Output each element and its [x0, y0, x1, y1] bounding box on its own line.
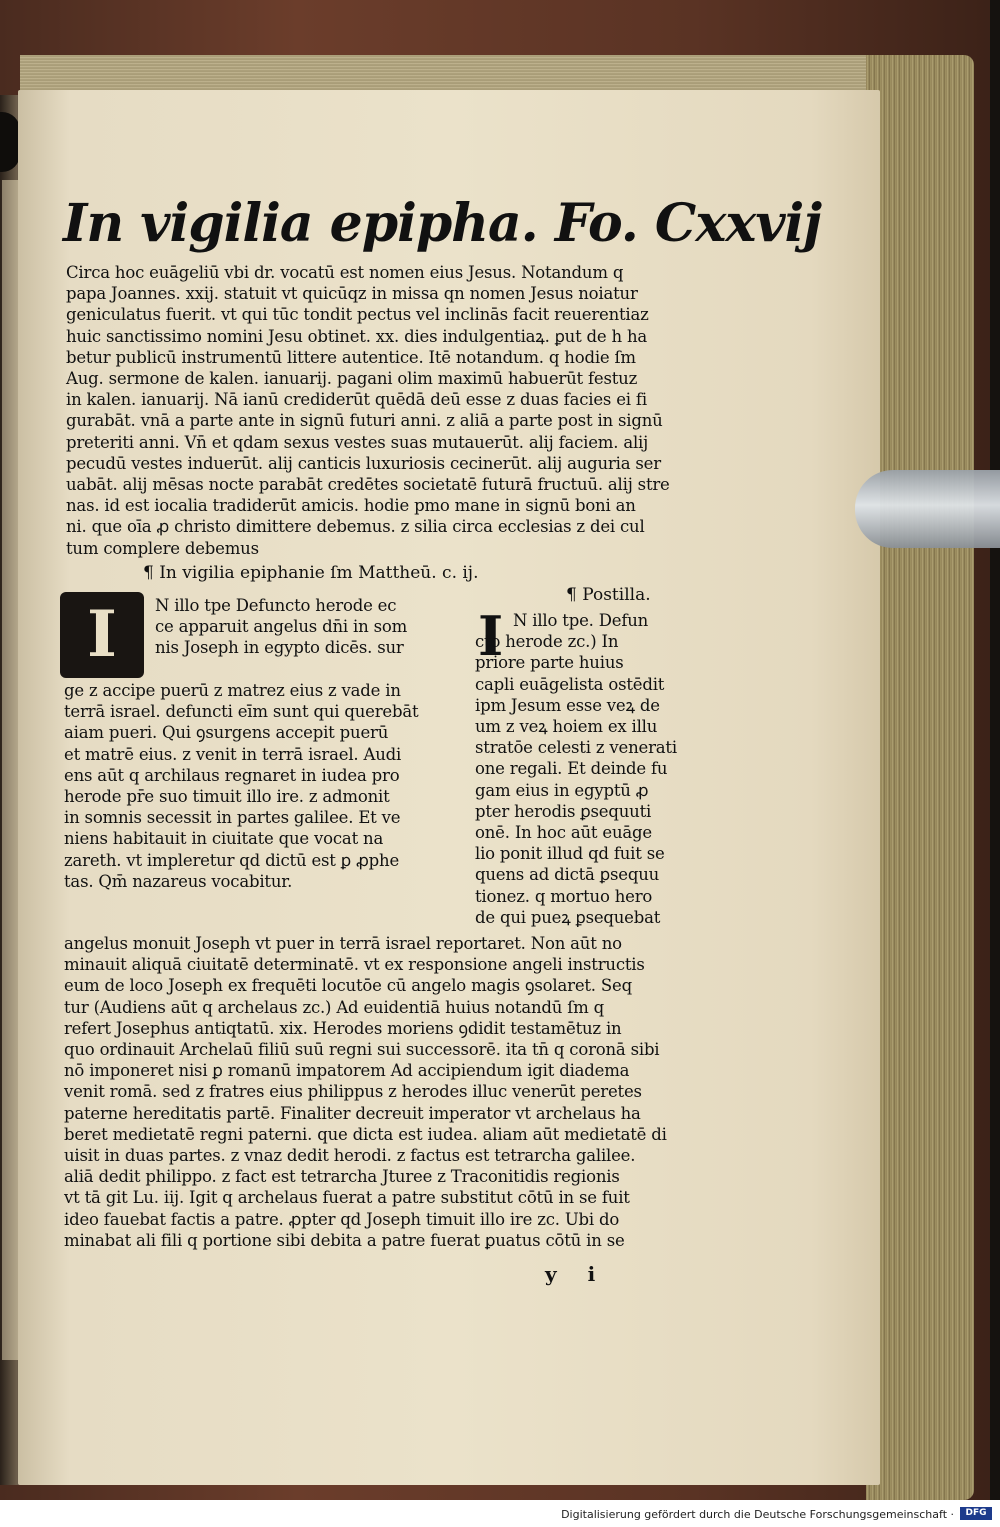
- gospel-line: aiam pueri. Qui ꝯsurgens accepit puerū: [64, 723, 389, 743]
- page-block-fore-edge: [866, 55, 974, 1500]
- postilla-line: N illo tpe. Defun: [513, 611, 649, 630]
- closing-line: venit romā. sed z fratres eius philippus z herodes illuc venerūt peretes: [64, 1082, 642, 1102]
- closing-line: vt tā git Lu. iij. Igit q archelaus fuerat a patre substitut cōtū in se fuit: [64, 1188, 630, 1208]
- running-head: In vigilia epipha. Fo. Cxxvij: [63, 193, 822, 254]
- gospel-line: niens habitauit in ciuitate que vocat na: [64, 829, 384, 849]
- postilla-line: one regali. Et deinde fu: [475, 759, 668, 779]
- signature-mark: y i: [545, 1262, 608, 1286]
- postilla-line: um z veꝝ hoiem ex illu: [475, 717, 658, 737]
- postilla-line: pter herodis ꝑsequuti: [475, 801, 652, 821]
- gospel-line: zareth. vt impleretur qd dictū est ꝑ ꝓphe: [64, 850, 400, 870]
- decorated-initial: [60, 592, 144, 678]
- intro-line: uabāt. alij mēsas nocte parabāt credētes societatē futurā fructuū. alij stre: [66, 475, 670, 495]
- footer-bar: [0, 1500, 1000, 1527]
- intro-line: gurabāt. vnā a parte ante in signū futuri anni. z aliā a parte post in signū: [66, 411, 663, 431]
- page-clip: [855, 470, 1000, 548]
- intro-line: tum complere debemus: [66, 538, 259, 558]
- intro-line: geniculatus fuerit. vt qui tūc tondit pectus vel inclinās facit reuerentiaz: [66, 305, 649, 325]
- intro-line: Circa hoc euāgeliū vbi dr. vocatū est nomen eius Jesus. Notandum q: [66, 263, 624, 282]
- intro-line: pecudū vestes induerūt. alij canticis luxuriosis cecinerūt. alij auguria ser: [66, 453, 661, 473]
- intro-paragraph: [66, 262, 678, 559]
- postilla-heading: ¶ Postilla.: [566, 585, 651, 605]
- postilla-line: cto herode zc.) In: [475, 632, 619, 652]
- closing-line: angelus monuit Joseph vt puer in terrā israel reportaret. Non aūt no: [64, 934, 622, 953]
- gospel-line: tas. Qm̄ nazareus vocabitur.: [64, 871, 293, 891]
- closing-line: beret medietatē regni paterni. que dicta est iudea. aliam aūt medietatē di: [64, 1124, 667, 1144]
- gospel-line: N illo tpe Defuncto herode ec: [155, 596, 397, 615]
- gospel-line: herode pr̄e suo timuit illo ire. z admonit: [64, 787, 390, 807]
- closing-line: minabat ali fili q portione sibi debita a patre fuerat ꝑuatus cōtū in se: [64, 1230, 625, 1250]
- closing-line: minauit aliquā ciuitatē determinatē. vt ex responsione angeli instructis: [64, 955, 645, 975]
- intro-line: huic sanctissimo nomini Jesu obtinet. xx. dies indulgentiaꝝ. ꝑut de h ha: [66, 326, 648, 346]
- gospel-line: ens aūt q archilaus regnaret in iudea pro: [64, 765, 400, 785]
- closing-line: refert Josephus antiqtatū. xix. Herodes moriens ꝯdidit testamētuz in: [64, 1018, 622, 1038]
- gospel-line: ge z accipe puerū z matrez eius z vade in: [64, 681, 401, 700]
- postilla-line: stratōe celesti z venerati: [475, 738, 677, 758]
- closing-line: nō imponeret nisi ꝑ romanū impatorem Ad accipiendum igit diadema: [64, 1061, 630, 1081]
- intro-line: in kalen. ianuarij. Nā ianū crediderūt quēdā deū esse z duas facies ei fi: [66, 390, 647, 410]
- postilla-line: de qui pueꝝ ꝑsequebat: [475, 907, 661, 927]
- intro-line: ni. que oīa ꝓ christo dimittere debemus. z silia circa ecclesias z dei cul: [66, 517, 645, 537]
- gospel-text: [64, 680, 418, 892]
- intro-line: nas. id est iocalia tradiderūt amicis. hodie pmo mane in signū boni an: [66, 496, 636, 516]
- closing-line: quo ordinauit Archelaū filiū suū regni sui successorē. ita tn̄ q coronā sibi: [64, 1040, 660, 1060]
- intro-line: Aug. sermone de kalen. ianuarij. pagani olim maximū habuerūt festuz: [66, 369, 638, 389]
- gospel-line: in somnis secessit in partes galilee. Et ve: [64, 808, 401, 828]
- intro-line: papa Joannes. xxij. statuit vt quicūqz in missa qn nomen Jesus noiatur: [66, 284, 638, 304]
- closing-line: tur (Audiens aūt q archelaus zc.) Ad euidentiā huius notandū ſm q: [64, 997, 604, 1017]
- funding-credit: Digitalisierung gefördert durch die Deutsche Forschungsgemeinschaft ·: [561, 1508, 954, 1521]
- gospel-line: ce apparuit angelus dn̄i in som: [155, 617, 408, 637]
- closing-line: eum de loco Joseph ex frequēti locutōe cū angelo magis ꝯsolaret. Seq: [64, 976, 632, 996]
- postilla-text: [475, 604, 677, 928]
- closing-line: ideo fauebat factis a patre. ꝓpter qd Joseph timuit illo ire zc. Ubi do: [64, 1209, 620, 1229]
- decorated-initial-letter: I: [87, 597, 117, 672]
- postilla-line: capli euāgelista ostēdit: [475, 674, 665, 694]
- postilla-line: onē. In hoc aūt euāge: [475, 823, 652, 843]
- closing-line: paterne hereditatis partē. Finaliter decreuit imperator vt archelaus ha: [64, 1103, 641, 1123]
- postilla-line: lio ponit illud qd fuit se: [475, 844, 665, 864]
- postilla-line: ipm Jesum esse veꝝ de: [475, 695, 660, 715]
- postilla-line: priore parte huius: [475, 653, 624, 673]
- postilla-line: quens ad dictā ꝑsequu: [475, 865, 660, 885]
- closing-line: aliā dedit philippo. z fact est tetrarcha Jturee z Traconitidis regionis: [64, 1167, 620, 1187]
- gospel-line: terrā israel. defuncti eīm sunt qui querebāt: [64, 702, 419, 722]
- intro-line: betur publicū instrumentū littere autentice. Itē notandum. q hodie ſm: [66, 347, 636, 367]
- bookmark-tab: [0, 112, 20, 172]
- closing-paragraph: [64, 933, 667, 1251]
- postilla-initial: I: [478, 604, 504, 668]
- postilla-line: gam eius in egyptū ꝓ: [475, 780, 649, 800]
- gospel-line: et matrē eius. z venit in terrā israel. Audi: [64, 744, 402, 764]
- dfg-logo: DFG: [960, 1507, 992, 1520]
- section-heading: ¶ In vigilia epiphanie ſm Mattheū. c. ij.: [143, 563, 479, 583]
- intro-line: preteriti anni. Vn̄ et qdam sexus vestes suas mutauerūt. alij faciem. alij: [66, 432, 649, 452]
- page-block-top-edge: [20, 55, 920, 95]
- gospel-line: nis Joseph in egypto dicēs. sur: [155, 638, 404, 658]
- postilla-line: tionez. q mortuo hero: [475, 886, 653, 906]
- gospel-text-indented: [155, 595, 407, 659]
- closing-line: uisit in duas partes. z vnaz dedit herodi. z factus est tetrarcha galilee.: [64, 1146, 636, 1166]
